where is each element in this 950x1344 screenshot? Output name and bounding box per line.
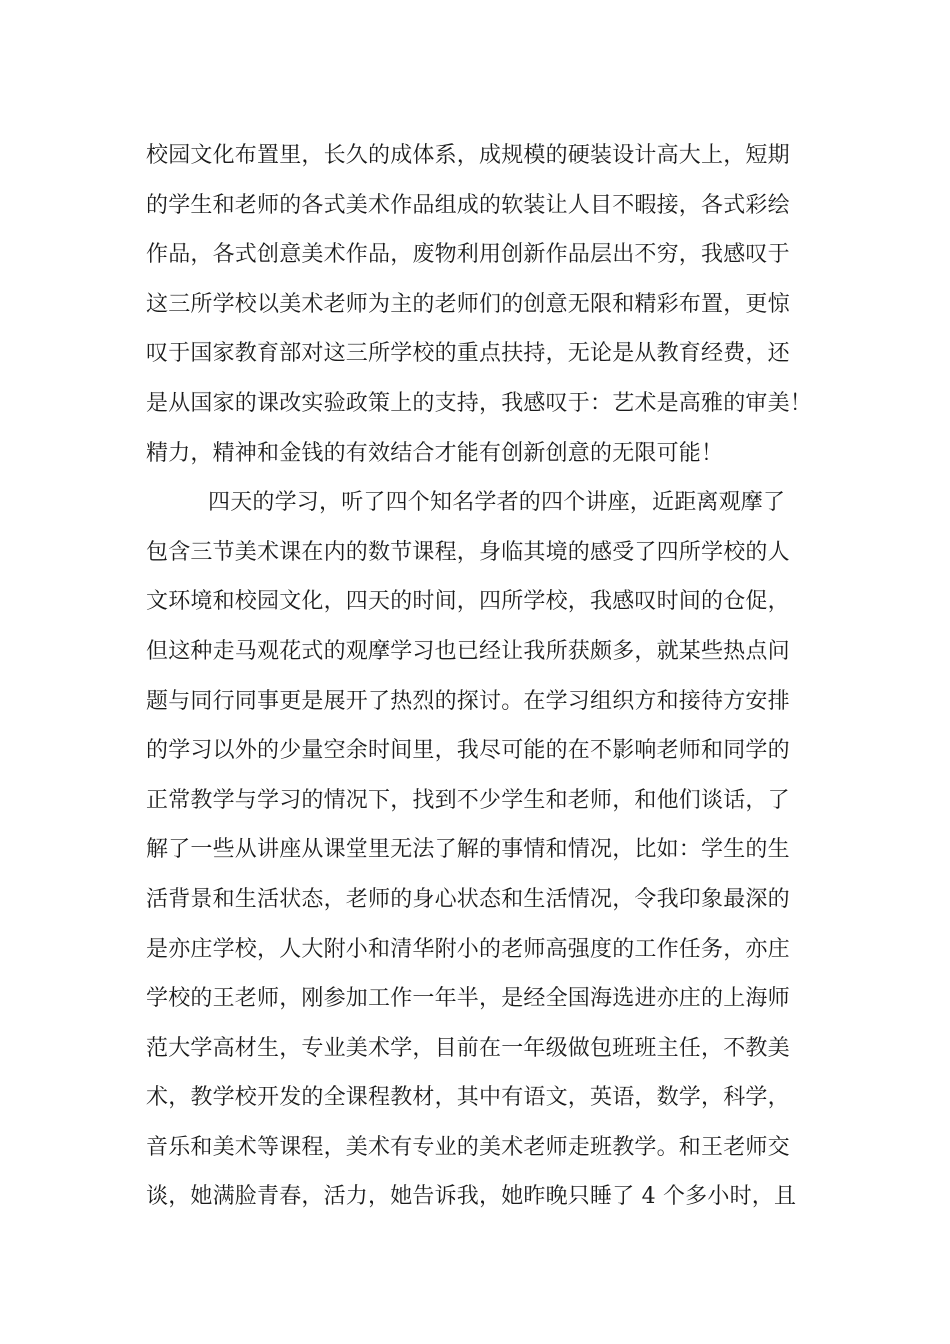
text-line: 谈，她满脸青春，活力，她告诉我，她昨晚只睡了 4 个多小时，且 bbox=[146, 1184, 797, 1210]
paragraph bbox=[146, 478, 836, 1222]
text-line: 题与同行同事更是展开了热烈的探讨。在学习组织方和接待方安排 bbox=[146, 688, 790, 714]
text-line: 正常教学与学习的情况下，找到不少学生和老师，和他们谈话，了 bbox=[146, 787, 790, 813]
text-line: 是从国家的课改实验政策上的支持，我感叹于：艺术是高雅的审美！ bbox=[146, 390, 813, 416]
body-text bbox=[146, 131, 836, 1222]
text-line: 解了一些从讲座从课堂里无法了解的事情和情况，比如：学生的生 bbox=[146, 837, 790, 863]
text-line: 活背景和生活状态，老师的身心状态和生活情况，令我印象最深的 bbox=[146, 886, 790, 912]
text-line: 四天的学习，听了四个知名学者的四个讲座，近距离观摩了 bbox=[208, 490, 786, 516]
text-line: 这三所学校以美术老师为主的老师们的创意无限和精彩布置，更惊 bbox=[146, 291, 790, 317]
text-line: 校园文化布置里，长久的成体系，成规模的硬装设计高大上，短期 bbox=[146, 143, 790, 168]
paragraph bbox=[146, 131, 836, 478]
text-line: 包含三节美术课在内的数节课程，身临其境的感受了四所学校的人 bbox=[146, 539, 790, 565]
text-line: 叹于国家教育部对这三所学校的重点扶持，无论是从教育经费，还 bbox=[146, 341, 790, 367]
text-line: 是亦庄学校，人大附小和清华附小的老师高强度的工作任务，亦庄 bbox=[146, 936, 790, 962]
text-line: 文环境和校园文化，四天的时间，四所学校，我感叹时间的仓促， bbox=[146, 589, 790, 615]
text-line: 但这种走马观花式的观摩学习也已经让我所获颇多，就某些热点问 bbox=[146, 638, 790, 664]
text-line: 的学生和老师的各式美术作品组成的软装让人目不暇接，各式彩绘 bbox=[146, 192, 790, 218]
text-line: 学校的王老师，刚参加工作一年半，是经全国海选进亦庄的上海师 bbox=[146, 986, 790, 1012]
text-line: 术，教学校开发的全课程教材，其中有语文，英语，数学，科学， bbox=[146, 1085, 790, 1111]
text-line: 作品，各式创意美术作品，废物利用创新作品层出不穷，我感叹于 bbox=[146, 242, 790, 268]
text-line: 音乐和美术等课程，美术有专业的美术老师走班教学。和王老师交 bbox=[146, 1134, 790, 1160]
text-line: 精力，精神和金钱的有效结合才能有创新创意的无限可能！ bbox=[146, 440, 724, 466]
text-line: 范大学高材生，专业美术学，目前在一年级做包班班主任，不教美 bbox=[146, 1035, 790, 1061]
text-line: 的学习以外的少量空余时间里，我尽可能的在不影响老师和同学的 bbox=[146, 738, 790, 764]
